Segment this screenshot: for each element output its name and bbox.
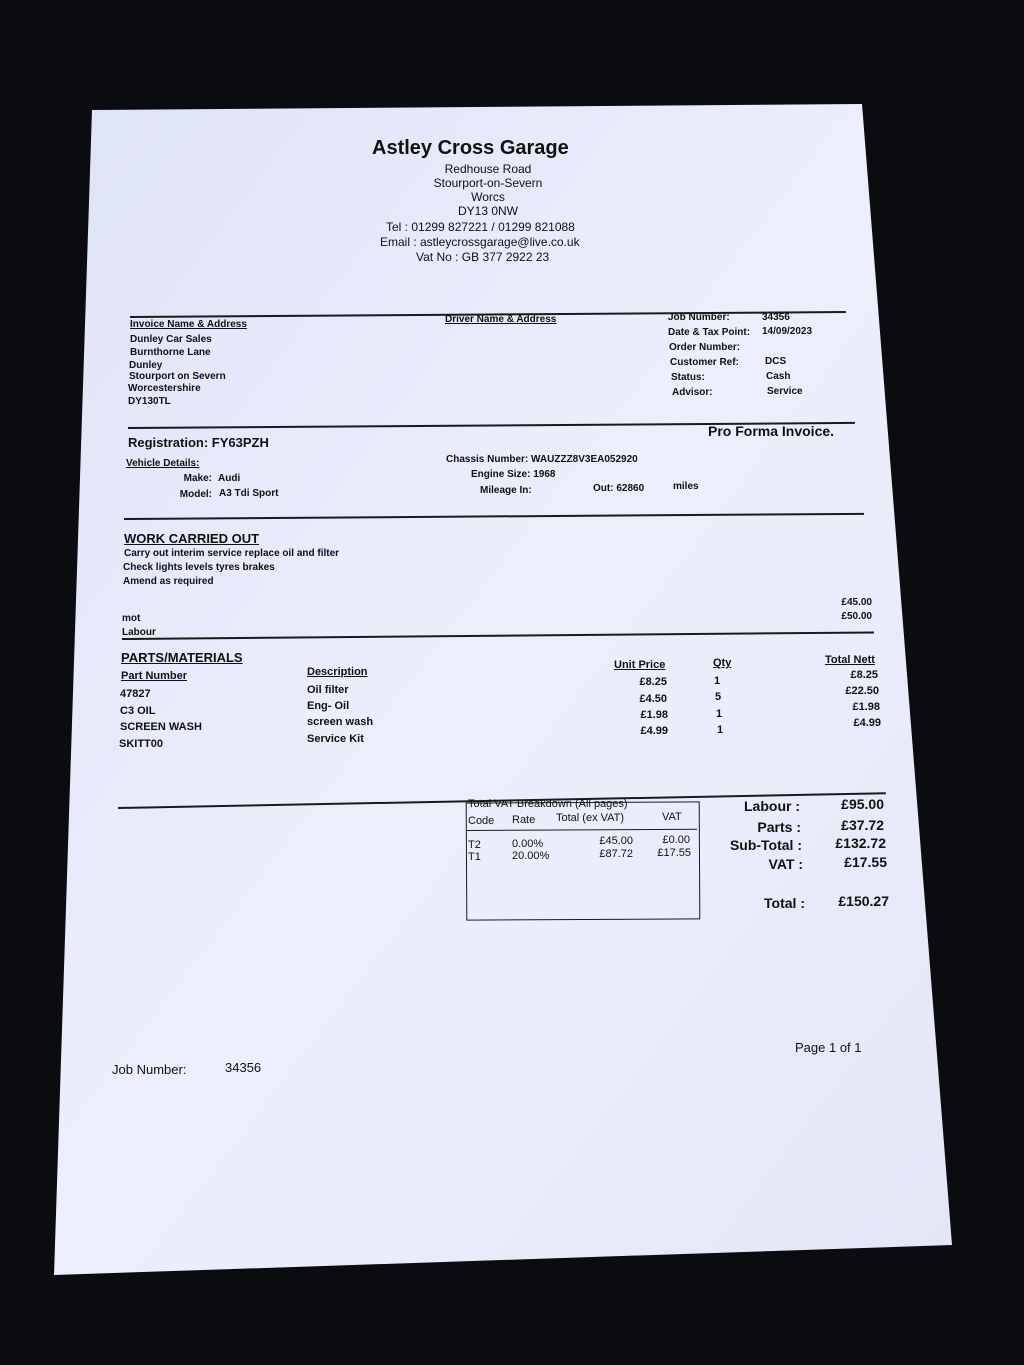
advisor-value: Service [767,386,803,397]
part-unit-price: £1.98 [640,709,668,721]
mot-label: mot [122,613,141,624]
invoice-address-line: Burnthorne Lane [130,347,211,358]
date-label: Date & Tax Point: [668,327,751,338]
invoice-address-line: DY130TL [128,396,171,407]
subtotal-label: Sub-Total : [729,837,802,853]
parts-total-value: £37.72 [841,817,884,833]
mileage-out: Out: 62860 [593,483,645,494]
work-heading: WORK CARRIED OUT [124,531,260,546]
part-qty: 1 [714,675,721,687]
vat-rate: 0.00% [512,838,544,850]
part-qty: 1 [717,724,724,736]
part-number: C3 OIL [120,705,156,717]
mot-price: £45.00 [841,597,872,608]
garage-name: Astley Cross Garage [372,137,569,159]
chassis-number: Chassis Number: WAUZZZ8V3EA052920 [446,454,638,465]
invoice-address-line: Dunley [129,360,163,371]
garage-phone: Tel : 01299 827221 / 01299 821088 [386,220,575,234]
vat-amount: £17.55 [657,847,691,859]
document-type: Pro Forma Invoice. [708,423,835,439]
footer-job-label: Job Number: [112,1062,187,1077]
part-total: £4.99 [853,717,881,729]
status-label: Status: [671,372,705,383]
garage-vat-number: Vat No : GB 377 2922 23 [416,250,550,264]
vat-total-ex: £45.00 [599,835,633,847]
model-value: A3 Tdi Sport [219,488,279,499]
grand-total-label: Total : [764,895,805,911]
work-line: Check lights levels tyres brakes [123,562,275,573]
invoice-address-line: Worcestershire [128,383,201,394]
date-value: 14/09/2023 [762,326,813,337]
part-qty: 5 [715,691,722,703]
registration: Registration: FY63PZH [128,435,269,450]
parts-col-total: Total Nett [825,654,875,666]
mileage-unit: miles [673,481,699,492]
vat-code: T2 [468,839,481,851]
labour-total-value: £95.00 [841,796,884,812]
parts-col-description: Description [307,666,368,678]
invoice-address-heading: Invoice Name & Address [130,319,247,330]
part-description: Service Kit [307,733,364,745]
vat-breakdown-title: Total VAT Breakdown (All pages) [468,798,628,810]
parts-col-part-number: Part Number [121,670,188,682]
page-number: Page 1 of 1 [795,1040,862,1055]
part-total: £22.50 [845,685,879,697]
model-label: Model: [179,489,212,500]
vat-col-vat: VAT [662,811,682,823]
vat-amount: £0.00 [662,834,690,846]
part-unit-price: £8.25 [639,676,667,688]
driver-address-heading: Driver Name & Address [445,314,557,325]
address-line-3: Worcs [471,190,505,204]
part-qty: 1 [716,708,723,720]
part-unit-price: £4.99 [640,725,668,737]
vat-col-rate: Rate [512,814,536,826]
footer-job-value: 34356 [225,1060,262,1075]
advisor-label: Advisor: [672,387,713,398]
job-number-label: Job Number: [668,312,730,323]
invoice-address-line: Stourport on Severn [129,371,226,382]
part-number: 47827 [120,688,151,700]
labour-total-label: Labour : [744,798,800,814]
vat-col-total: Total (ex VAT) [556,812,625,824]
customer-ref-value: DCS [765,356,787,367]
vat-total-label: VAT : [768,856,803,872]
labour-price: £50.00 [841,611,872,622]
address-line-4: DY13 0NW [457,204,519,218]
part-description: Eng- Oil [307,700,350,712]
make-value: Audi [218,473,241,484]
make-label: Make: [183,473,212,484]
part-description: screen wash [307,716,374,728]
work-line: Carry out interim service replace oil and filter [124,548,340,559]
part-number: SCREEN WASH [120,721,202,733]
parts-col-qty: Qty [713,657,732,669]
parts-col-unit-price: Unit Price [614,659,666,671]
work-line: Amend as required [123,576,214,587]
part-description: Oil filter [307,684,349,696]
customer-ref-label: Customer Ref: [670,357,739,368]
part-number: SKITT00 [119,738,164,750]
invoice-address-line: Dunley Car Sales [130,334,212,345]
status-value: Cash [766,371,791,382]
order-number-label: Order Number: [669,342,741,353]
part-total: £8.25 [850,669,878,681]
address-line-1: Redhouse Road [444,162,532,176]
address-line-2: Stourport-on-Severn [433,176,543,190]
parts-heading: PARTS/MATERIALS [121,650,243,665]
engine-size: Engine Size: 1968 [471,469,556,480]
vat-rate: 20.00% [512,850,550,862]
job-number-value: 34356 [762,312,790,323]
subtotal-value: £132.72 [835,835,886,851]
part-total: £1.98 [852,701,880,713]
part-unit-price: £4.50 [639,693,667,705]
vat-total-value: £17.55 [844,854,887,870]
vat-code: T1 [468,851,481,863]
labour-label: Labour [122,627,156,638]
vat-total-ex: £87.72 [599,848,633,860]
vat-col-code: Code [468,815,495,827]
vehicle-details-heading: Vehicle Details: [126,458,200,469]
garage-email: Email : astleycrossgarage@live.co.uk [380,235,580,249]
grand-total-value: £150.27 [838,893,889,909]
parts-total-label: Parts : [757,819,801,835]
mileage-in-label: Mileage In: [480,485,532,496]
